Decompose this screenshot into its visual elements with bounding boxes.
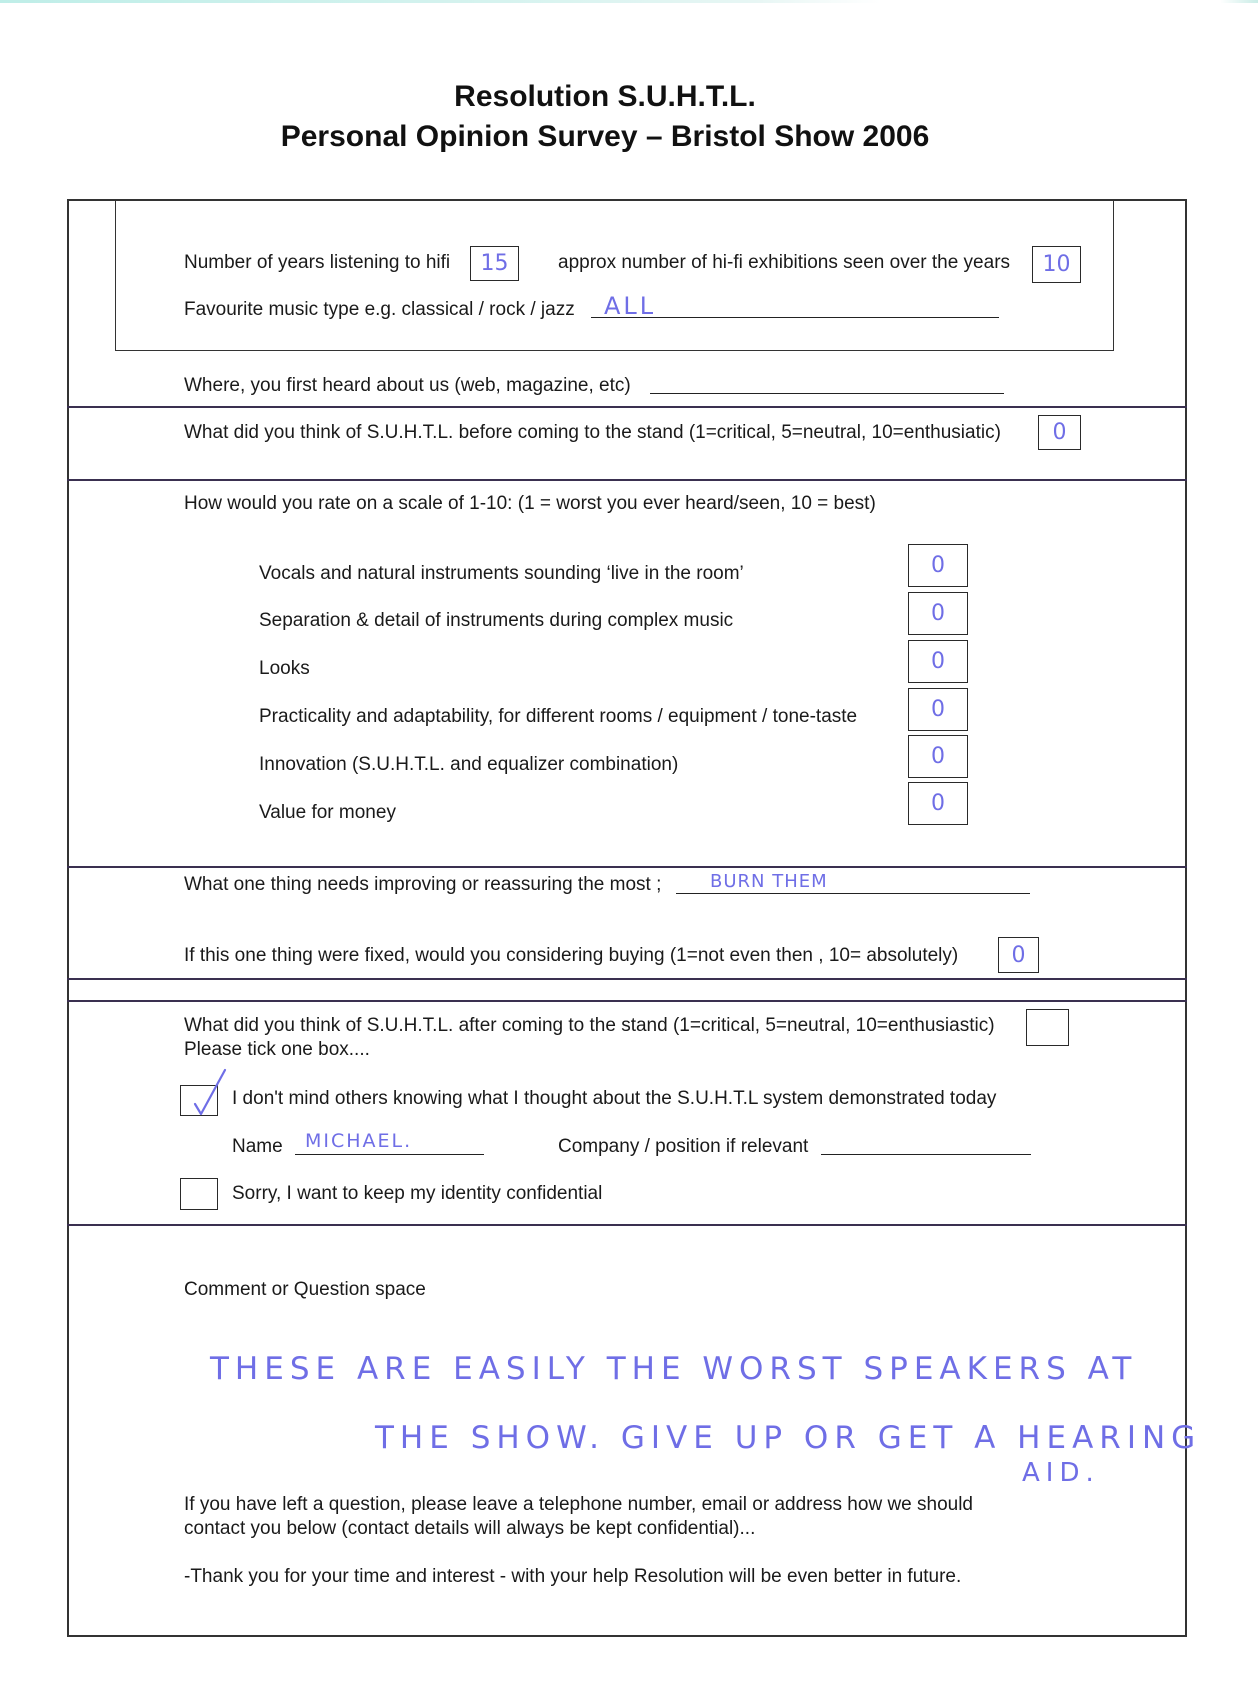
contact-note-line-1: If you have left a question, please leave a telephone number, email or address how we should (184, 1494, 974, 1515)
first-heard-label: Where, you first heard about us (web, magazine, etc) (184, 375, 631, 396)
name-field[interactable] (295, 1154, 484, 1155)
form-title: Resolution S.U.H.T.L. (454, 80, 756, 113)
rating-value-looks: 0 (931, 649, 945, 674)
name-label: Name (232, 1136, 283, 1157)
section-divider (67, 479, 1187, 481)
improvement-field[interactable] (676, 893, 1030, 894)
exhibitions-field[interactable] (1032, 246, 1081, 283)
rating-field-innovation[interactable] (908, 735, 968, 778)
before-opinion-value: 0 (1052, 420, 1067, 445)
thank-you-note: -Thank you for your time and interest - with your help Resolution will be even better in future. (184, 1566, 962, 1587)
before-opinion-field[interactable] (1038, 415, 1081, 450)
rating-value-vocals: 0 (931, 553, 945, 578)
comment-line-1: THESE ARE EASILY THE WORST SPEAKERS AT (210, 1351, 1138, 1387)
favourite-music-value: ALL (604, 292, 657, 320)
form-subtitle: Personal Opinion Survey – Bristol Show 2006 (280, 120, 930, 153)
improvement-value: BURN THEM (710, 871, 828, 892)
buy-field[interactable] (998, 937, 1039, 973)
scan-edge (0, 0, 1258, 3)
section-divider (67, 1000, 1187, 1002)
rating-value-value: 0 (931, 791, 945, 816)
years-listening-label: Number of years listening to hifi (184, 252, 451, 273)
rating-field-looks[interactable] (908, 640, 968, 683)
rating-label-separation: Separation & detail of instruments during complex music (259, 610, 734, 631)
comment-line-3: AID. (1022, 1458, 1100, 1488)
buy-value: 0 (1011, 942, 1026, 968)
section-divider (67, 866, 1187, 868)
exhibitions-value: 10 (1042, 252, 1071, 277)
contact-note-line-2: contact you below (contact details will always be kept confidential)... (184, 1518, 756, 1539)
rating-label-innovation: Innovation (S.U.H.T.L. and equalizer combination) (259, 754, 679, 775)
section-divider (67, 406, 1187, 408)
tick-instruction: Please tick one box.... (184, 1039, 370, 1060)
rating-label-looks: Looks (259, 658, 310, 679)
confidential-label: Sorry, I want to keep my identity confidential (232, 1183, 603, 1204)
before-opinion-label: What did you think of S.U.H.T.L. before coming to the stand (1=critical, 5=neutral, 10=enthusiatic) (184, 422, 1001, 443)
confidential-checkbox[interactable] (180, 1178, 218, 1210)
section-divider (67, 978, 1187, 980)
comment-label: Comment or Question space (184, 1279, 426, 1300)
exhibitions-label: approx number of hi-fi exhibitions seen over the years (558, 252, 1011, 273)
rating-label-practicality: Practicality and adaptability, for different rooms / equipment / tone-taste (259, 706, 858, 727)
improvement-label: What one thing needs improving or reassuring the most ; (184, 874, 662, 895)
years-listening-value: 15 (480, 251, 509, 276)
rating-value-innovation: 0 (931, 744, 945, 769)
rating-field-value[interactable] (908, 782, 968, 825)
rating-label-value: Value for money (259, 802, 396, 823)
rating-field-separation[interactable] (908, 592, 968, 635)
public-opinion-checkbox[interactable] (180, 1085, 218, 1116)
rating-value-practicality: 0 (931, 697, 945, 722)
buy-label: If this one thing were fixed, would you considering buying (1=not even then , 10= absolutely) (184, 945, 959, 966)
rating-label-vocals: Vocals and natural instruments sounding ‘live in the room’ (259, 563, 744, 584)
favourite-music-label: Favourite music type e.g. classical / rock / jazz (184, 299, 575, 320)
rating-field-vocals[interactable] (908, 544, 968, 587)
profile-section-box (115, 199, 1114, 351)
company-label: Company / position if relevant (558, 1136, 809, 1157)
public-opinion-label: I don't mind others knowing what I thought about the S.U.H.T.L system demonstrated today (232, 1088, 997, 1109)
section-divider (67, 1224, 1187, 1226)
after-opinion-label: What did you think of S.U.H.T.L. after coming to the stand (1=critical, 5=neutral, 10=enthusiastic) (184, 1015, 995, 1036)
comment-line-2: THE SHOW. GIVE UP OR GET A HEARING (375, 1420, 1202, 1456)
company-field[interactable] (821, 1154, 1031, 1155)
ratings-intro: How would you rate on a scale of 1-10: (1 = worst you ever heard/seen, 10 = best) (184, 493, 876, 514)
after-opinion-value (1027, 1010, 1068, 1045)
name-value: MICHAEL. (305, 1130, 413, 1152)
rating-field-practicality[interactable] (908, 688, 968, 731)
years-listening-field[interactable] (470, 246, 519, 281)
rating-value-separation: 0 (931, 601, 945, 626)
first-heard-field[interactable] (650, 393, 1004, 394)
after-opinion-field[interactable] (1026, 1009, 1069, 1046)
